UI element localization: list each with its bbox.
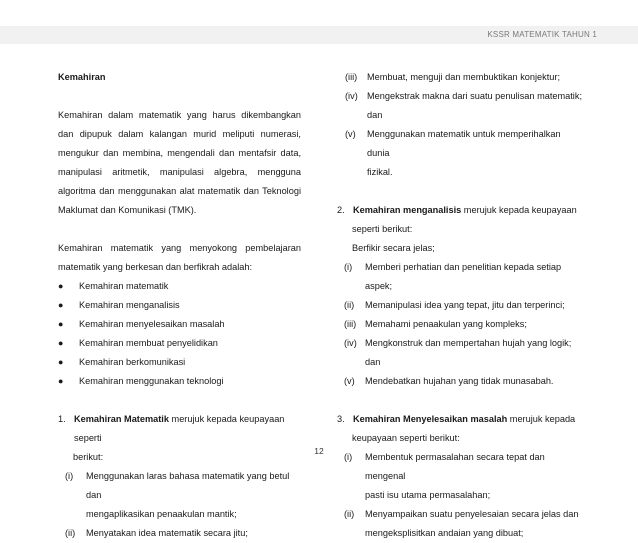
item-continuation: Berfikir secara jelas; bbox=[352, 243, 435, 253]
sub-item: (ii) Menyampaikan suatu penyelesaian secara jelas dan mengeksplisitkan andaian yang dibuat; bbox=[344, 509, 579, 538]
item-title: Kemahiran Matematik bbox=[74, 414, 169, 424]
sub-item: (i) Membentuk permasalahan secara tepat dan mengenal pasti isu utama permasalahan; bbox=[344, 452, 545, 500]
numbered-item-2: 2. Kemahiran menganalisis merujuk kepada keupayaan bbox=[337, 205, 577, 215]
bullet-item: ● Kemahiran menganalisis bbox=[58, 296, 301, 315]
intro-paragraph: Kemahiran dalam matematik yang harus dikembangkan dan dipupuk dalam kalangan murid meliputi numerasi, mengukur dan membina, mengendali dan mentafsir data, manipulasi aritmetik, manipulasi algebra, mengguna algoritma dan menggunakan alat matematik dan Teknologi Maklumat dan Komunikasi (TMK). bbox=[58, 110, 301, 215]
item-continuation: seperti berikut: bbox=[352, 224, 413, 234]
bullet-item: ● Kemahiran membuat penyelidikan bbox=[58, 334, 301, 353]
sub-item: (ii) Menyatakan idea matematik secara jitu; bbox=[65, 528, 248, 538]
page-number: 12 bbox=[314, 446, 324, 456]
section-heading: Kemahiran bbox=[58, 72, 106, 82]
sub-item: (v) Mendebatkan hujahan yang tidak munasabah. bbox=[344, 376, 554, 386]
numbered-item-3: 3. Kemahiran Menyelesaikan masalah merujuk kepada bbox=[337, 414, 576, 424]
right-column bbox=[337, 68, 583, 543]
bullet-dot-icon: ● bbox=[58, 281, 64, 291]
bullet-dot-icon: ● bbox=[58, 338, 64, 348]
running-head: KSSR MATEMATIK TAHUN 1 bbox=[487, 30, 597, 39]
item-continuation: keupayaan seperti berikut: bbox=[352, 433, 460, 443]
bullet-dot-icon: ● bbox=[58, 319, 64, 329]
bullet-item: ● Kemahiran menggunakan teknologi bbox=[58, 372, 301, 391]
bullet-item: ● Kemahiran matematik bbox=[58, 277, 301, 296]
bullet-item: ● Kemahiran berkomunikasi bbox=[58, 353, 301, 372]
sub-item: (i) Menggunakan laras bahasa matematik yang betul dan mengaplikasikan penaakulan mantik; bbox=[65, 471, 290, 519]
sub-item: (iv) Mengekstrak makna dari suatu penulisan matematik; dan bbox=[345, 91, 582, 120]
item-title: Kemahiran Menyelesaikan masalah bbox=[353, 414, 508, 424]
bullet-dot-icon: ● bbox=[58, 300, 64, 310]
numbered-item-1: 1. Kemahiran Matematik merujuk kepada keupayaan seperti bbox=[58, 414, 285, 443]
sub-item: (iii) Memahami penaakulan yang kompleks; bbox=[344, 319, 527, 329]
sub-item: (ii) Memanipulasi idea yang tepat, jitu dan terperinci; bbox=[344, 300, 565, 310]
sub-item: (iv) Mengkonstruk dan mempertahan hujah yang logik; dan bbox=[344, 338, 572, 367]
item-continuation: berikut: bbox=[73, 452, 104, 462]
bullet-dot-icon: ● bbox=[58, 357, 64, 367]
bullet-dot-icon: ● bbox=[58, 376, 64, 386]
support-intro-paragraph: Kemahiran matematik yang menyokong pembelajaran matematik yang berkesan dan berfikrah adalah: bbox=[58, 243, 301, 272]
bullet-item: ● Kemahiran menyelesaikan masalah bbox=[58, 315, 301, 334]
item-title: Kemahiran menganalisis bbox=[353, 205, 462, 215]
sub-item: (v) Menggunakan matematik untuk memperihalkan dunia fizikal. bbox=[345, 129, 561, 177]
sub-item: (iii) Membuat, menguji dan membuktikan konjektur; bbox=[345, 72, 561, 82]
sub-item: (i) Memberi perhatian dan penelitian kepada setiap aspek; bbox=[344, 262, 562, 291]
left-column bbox=[58, 68, 301, 543]
